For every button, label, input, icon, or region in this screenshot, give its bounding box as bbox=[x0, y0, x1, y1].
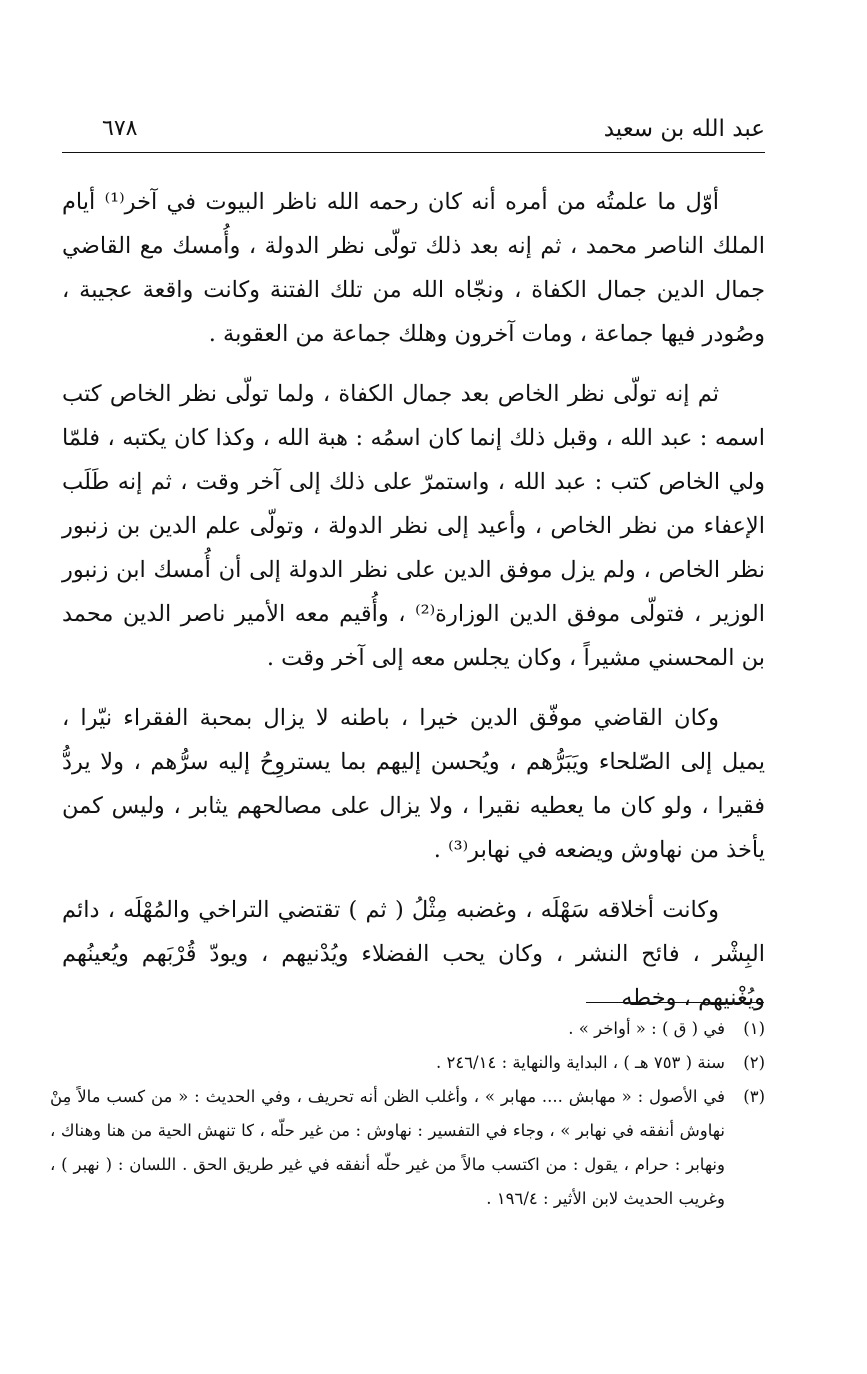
footnotes bbox=[50, 1012, 765, 1216]
footnote-text: في ( ق ) : « أواخر » . bbox=[568, 1019, 725, 1038]
paragraph-3: وكان القاضي موفّق الدين خيرا ، باطنه لا يزال بمحبة الفقراء نيّرا ، يميل إلى الصّلحاء ويَبَرُّهم ، ويُحسن إليهم بما يستروِحُ إليه سرُّهم ، ولا يردُّ فقيرا ، ولو كان ما يعطيه نقيرا ، ولا يزال على مصالحهم يثابر ، وليس كمن يأخذ من نهاوش ويضعه في نهابر⁽³⁾ . bbox=[62, 705, 765, 863]
footnote-3 bbox=[50, 1080, 765, 1216]
footnote-rule bbox=[586, 1002, 764, 1003]
header-rule bbox=[62, 152, 765, 153]
main-text bbox=[62, 180, 765, 1020]
footnote-number: (١) bbox=[743, 1019, 765, 1038]
footnote-2 bbox=[50, 1046, 765, 1080]
footnote-text: في الأصول : « مهابش .... مهابر » ، وأغلب الظن أنه تحريف ، وفي الحديث : « من كسب مالاً مِنْ نهاوش أنفقه في نهابر » ، وجاء في التفسير : نهاوش : من غير حلّه ، كا تنهش الحية من هنا وهناك ، ونهابر : حرام ، يقول : من اكتسب مالاً من غير حلّه أنفقه في غير طريق الحق . اللسان : ( نهبر ) ، وغريب الحديث لابن الأثير : ١٩٦/٤ . bbox=[50, 1087, 725, 1208]
paragraph-4: وكانت أخلاقه سَهْلَه ، وغضبه مِثْلُ ( ثم ) تقتضي التراخي والمُهْلَه ، دائم البِشْر ، فائح النشر ، وكان يحب الفضلاء ويُدْنيهم ، ويودّ قُرْبَهم ويُعينُهم ويُغْنيهم ، وخطه bbox=[62, 897, 765, 1011]
footnote-number: (٣) bbox=[743, 1087, 765, 1106]
footnote-text: سنة ( ٧٥٣ هـ ) ، البداية والنهاية : ٢٤٦/١٤ . bbox=[435, 1053, 725, 1072]
paragraph-1: أوّل ما علمتُه من أمره أنه كان رحمه الله ناظر البيوت في آخر⁽¹⁾ أيام الملك الناصر محمد ، ثم إنه بعد ذلك تولّى نظر الدولة ، وأُمسك مع القاضي جمال الدين جمال الكفاة ، ونجّاه الله من تلك الفتنة وكانت واقعة عجيبة ، وصُودر فيها جماعة ، ومات آخرون وهلك جماعة من العقوبة . bbox=[62, 189, 765, 347]
footnote-number: (٢) bbox=[743, 1053, 765, 1072]
page-header bbox=[62, 108, 765, 150]
footnote-1 bbox=[50, 1012, 765, 1046]
running-title: عبد الله بن سعيد bbox=[603, 116, 765, 142]
page-number: ٦٧٨ bbox=[102, 116, 138, 141]
paragraph-2: ثم إنه تولّى نظر الخاص بعد جمال الكفاة ، ولما تولّى نظر الخاص كتب اسمه : عبد الله ، وقبل ذلك إنما كان اسمُه : هبة الله ، وكذا كان يكتبه ، فلمّا ولي الخاص كتب : عبد الله ، واستمرّ على ذلك إلى آخر وقت ، ثم إنه طَلَب الإعفاء من نظر الخاص ، وأعيد إلى نظر الدولة ، وتولّى علم الدين بن زنبور نظر الخاص ، ولم يزل موفق الدين على نظر الدولة إلى أن أُمسك ابن زنبور الوزير ، فتولّى موفق الدين الوزارة⁽²⁾ ، وأُقيم معه الأمير ناصر الدين محمد بن المحسني مشيراً ، وكان يجلس معه إلى آخر وقت . bbox=[62, 381, 766, 671]
